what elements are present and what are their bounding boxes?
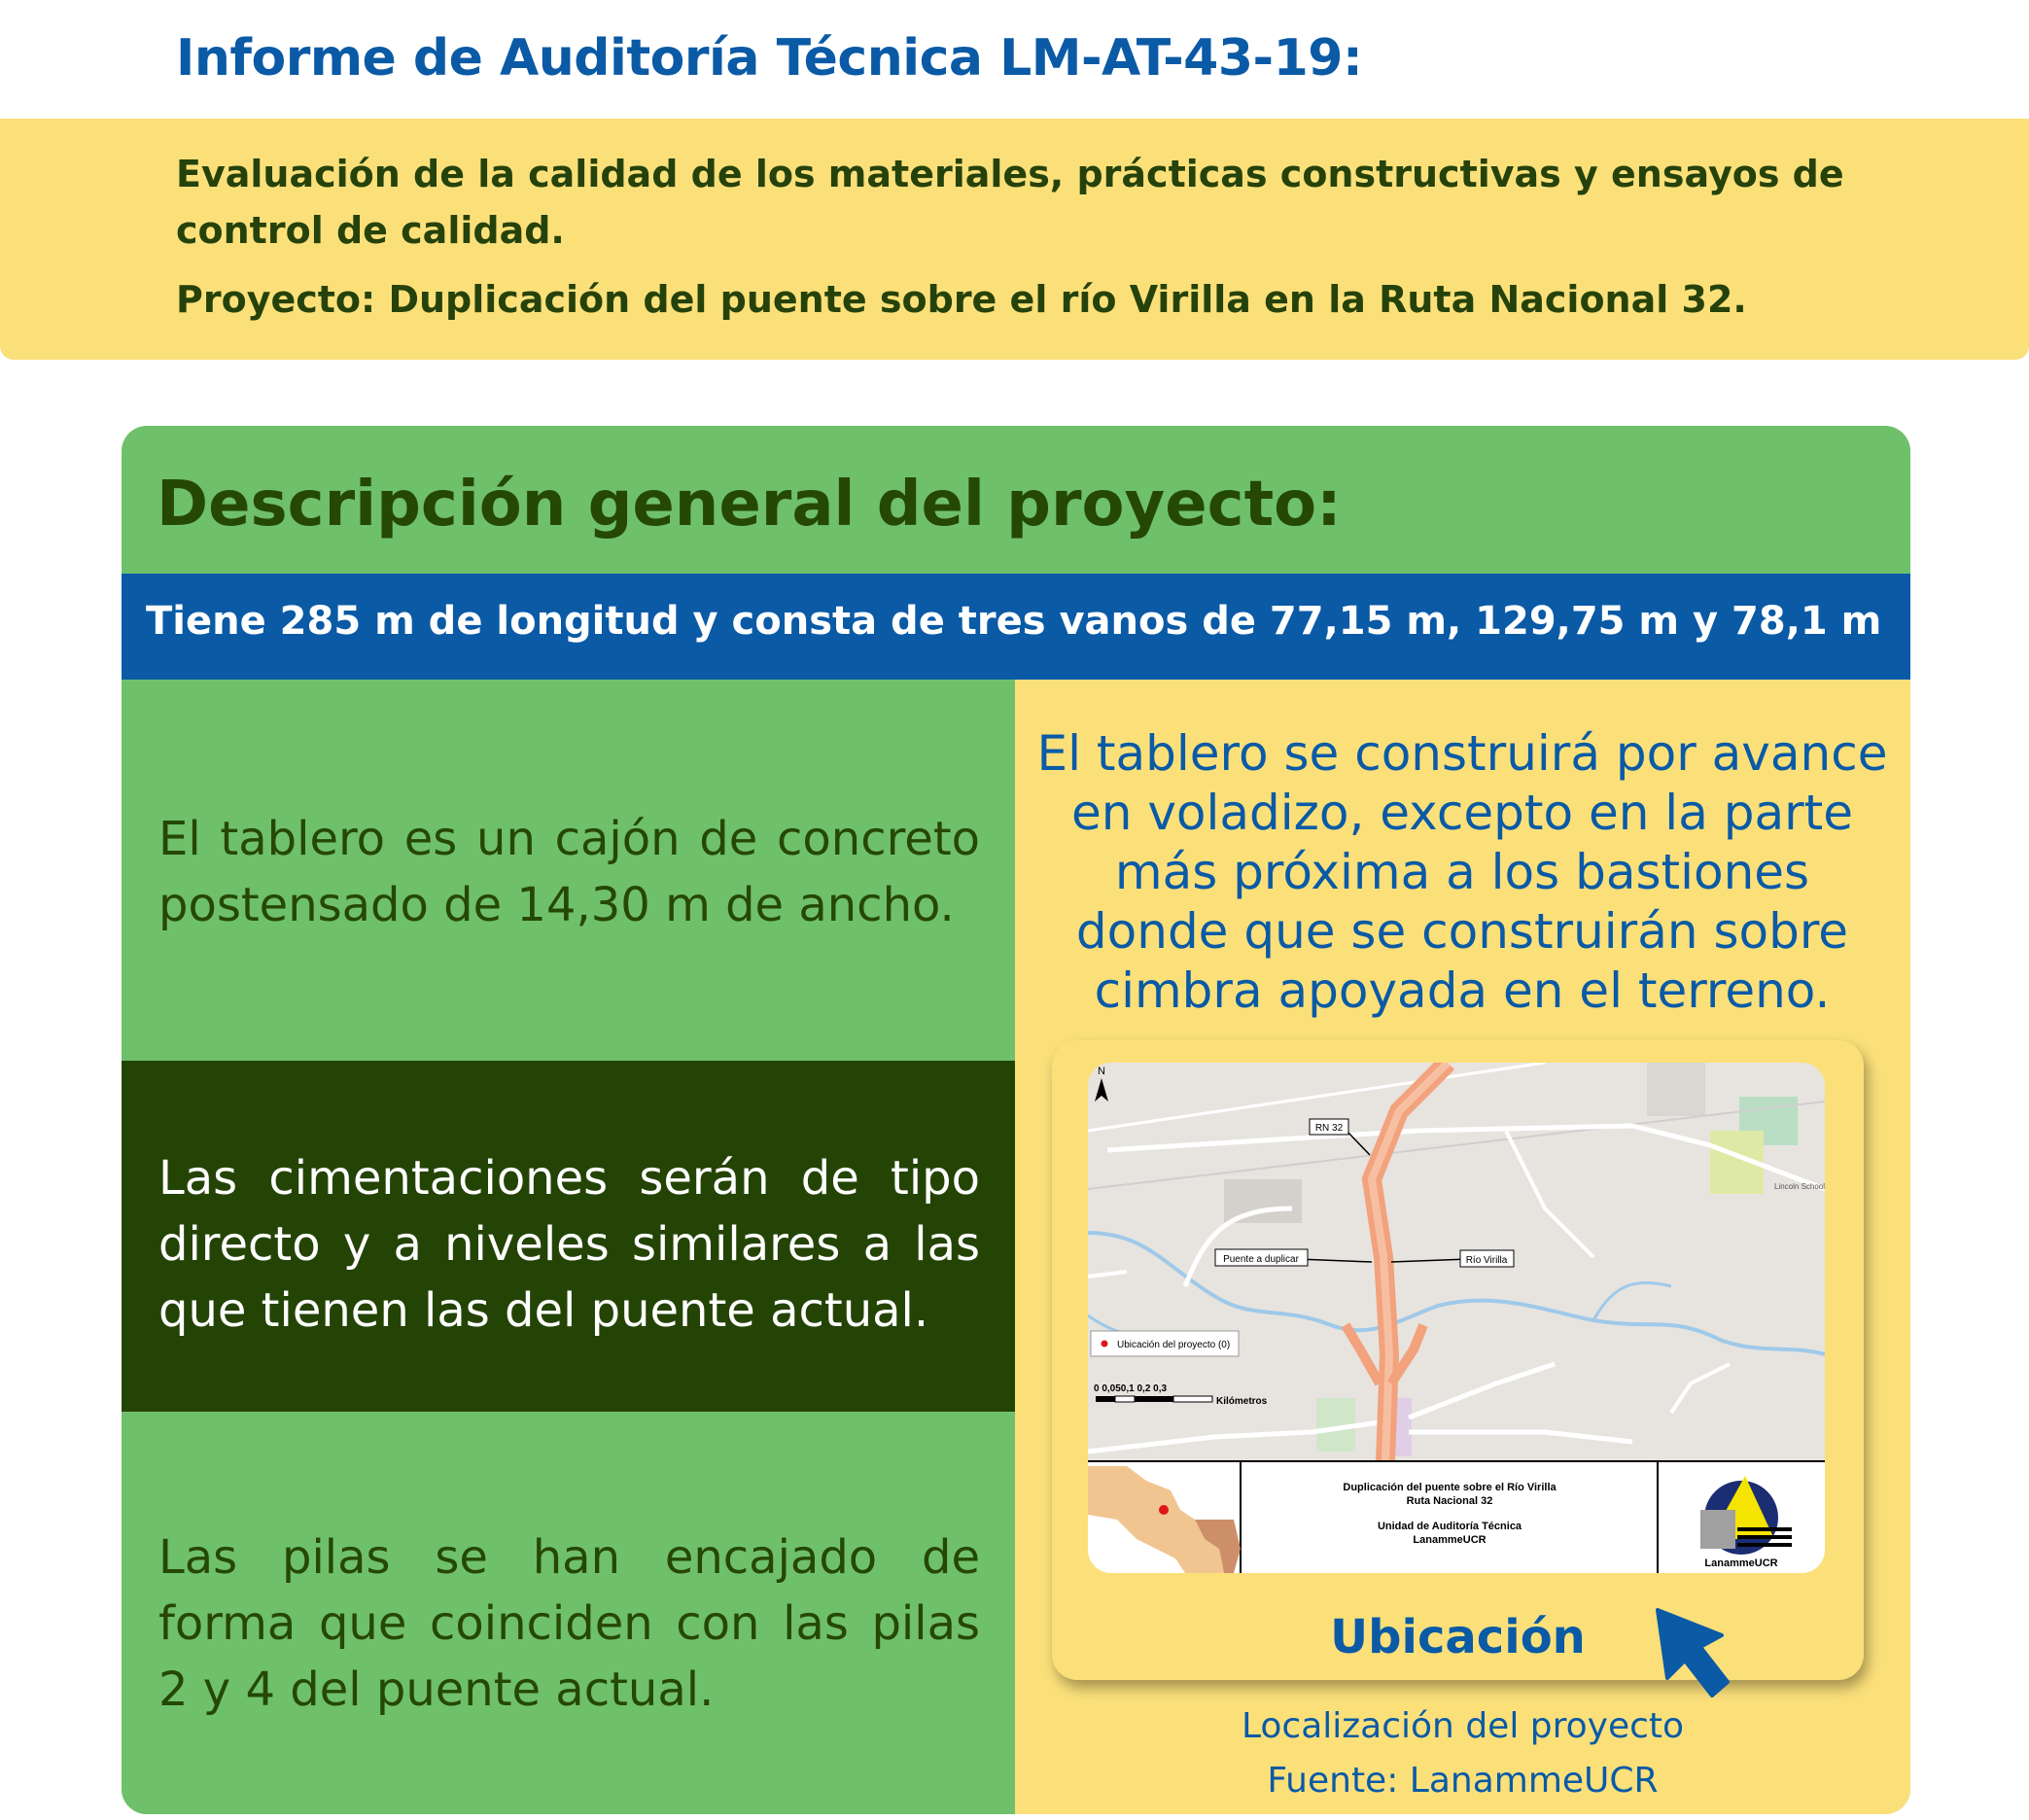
info-cell-deck [122, 680, 1015, 1061]
north-label: N [1098, 1066, 1105, 1077]
project-name: Proyecto: Duplicación del puente sobre el río Virilla en la Ruta Nacional 32. [176, 278, 1747, 321]
project-description-panel [122, 426, 1910, 1814]
summary-banner [122, 574, 1910, 680]
location-button-label[interactable]: Ubicación [1330, 1610, 1586, 1664]
map-legend: Ubicación del proyecto (0) [1117, 1340, 1231, 1350]
info-cell-deck-text: El tablero es un cajón de concreto postensado de 14,30 m de ancho. [158, 812, 980, 932]
report-title: Informe de Auditoría Técnica LM-AT-43-19: [176, 29, 1363, 88]
report-subtitle: Evaluación de la calidad de los materiales, prácticas constructivas y ensayos de control de calidad. [176, 153, 1844, 252]
panel-title: Descripción general del proyecto: [157, 469, 1342, 541]
construction-method-text: El tablero se construirá por avance en voladizo, excepto en la parte más próxima a los bastiones donde que se construirán sobre cimbra apoyada en el terreno. [1036, 725, 1888, 1019]
map-caption: Localización del proyecto [1241, 1706, 1685, 1746]
map-label-rio: Río Virilla [1465, 1255, 1508, 1266]
map-footer-org: LanammeUCR [1413, 1534, 1487, 1546]
map-label-puente: Puente a duplicar [1223, 1254, 1299, 1265]
scale-unit: Kilómetros [1216, 1396, 1268, 1407]
map-label-rn32: RN 32 [1314, 1123, 1344, 1134]
map-footer-route: Ruta Nacional 32 [1406, 1495, 1493, 1507]
map-footer-title: Duplicación del puente sobre el Río Virilla [1343, 1482, 1557, 1493]
scale-ticks: 0 0,050,1 0,2 0,3 [1094, 1383, 1168, 1394]
info-cell-piers-text: Las pilas se han encajado de forma que coinciden con las pilas 2 y 4 del puente actual. [158, 1530, 980, 1717]
info-cell-foundations [122, 1061, 1015, 1412]
info-cell-foundations-text: Las cimentaciones serán de tipo directo y a niveles similares a las que tienen las del puente actual. [158, 1151, 980, 1338]
summary-text: Tiene 285 m de longitud y consta de tres vanos de 77,15 m, 129,75 m y 78,1 m [146, 599, 1882, 644]
map-label-school: Lincoln School [1774, 1182, 1825, 1191]
map-footer-unit: Unidad de Auditoría Técnica [1377, 1521, 1522, 1532]
map-source: Fuente: LanammeUCR [1267, 1761, 1659, 1801]
location-map [1088, 1063, 1825, 1573]
logo-text: LanammeUCR [1704, 1558, 1778, 1569]
info-cell-piers [122, 1412, 1015, 1814]
map-figure [1088, 1063, 1825, 1573]
cursor-arrow-icon [1650, 1602, 1757, 1709]
construction-column [1015, 680, 1910, 1814]
location-map-card[interactable] [1052, 1040, 1864, 1680]
